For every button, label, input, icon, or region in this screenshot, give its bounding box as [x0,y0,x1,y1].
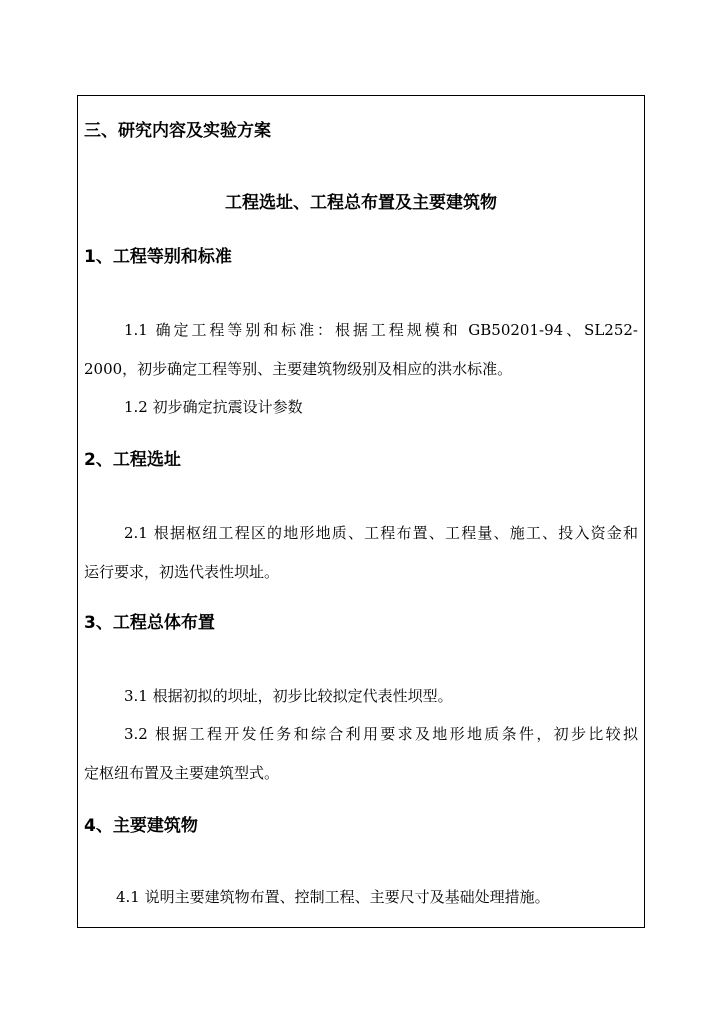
paragraph-2-1-line-1: 2.1 根据枢纽工程区的地形地质、工程布置、工程量、施工、投入资金和 [124,524,638,542]
paragraph-1-2: 1.2 初步确定抗震设计参数 [124,398,303,416]
paragraph-4-1: 4.1 说明主要建筑物布置、控制工程、主要尺寸及基础处理措施。 [116,888,550,906]
section-heading-1: 1、工程等别和标准 [84,247,232,267]
section-heading-3: 3、工程总体布置 [84,613,215,633]
paragraph-3-2-line-2: 定枢纽布置及主要建筑型式。 [84,764,280,782]
paragraph-1-1-line-2: 2000，初步确定工程等别、主要建筑物级别及相应的洪水标准。 [84,360,513,378]
section-heading-4: 4、主要建筑物 [84,816,198,836]
subtitle: 工程选址、工程总布置及主要建筑物 [225,193,497,213]
section-heading-2: 2、工程选址 [84,450,181,470]
document-content [84,96,638,927]
paragraph-3-1: 3.1 根据初拟的坝址，初步比较拟定代表性坝型。 [124,687,453,705]
paragraph-3-2-line-1: 3.2 根据工程开发任务和综合利用要求及地形地质条件，初步比较拟 [124,725,638,743]
paragraph-1-1-line-1: 1.1 确定工程等别和标准：根据工程规模和 GB50201-94、SL252- [124,321,638,339]
document-frame [77,95,645,928]
section-title: 三、研究内容及实验方案 [84,121,271,141]
paragraph-2-1-line-2: 运行要求，初选代表性坝址。 [84,563,280,581]
